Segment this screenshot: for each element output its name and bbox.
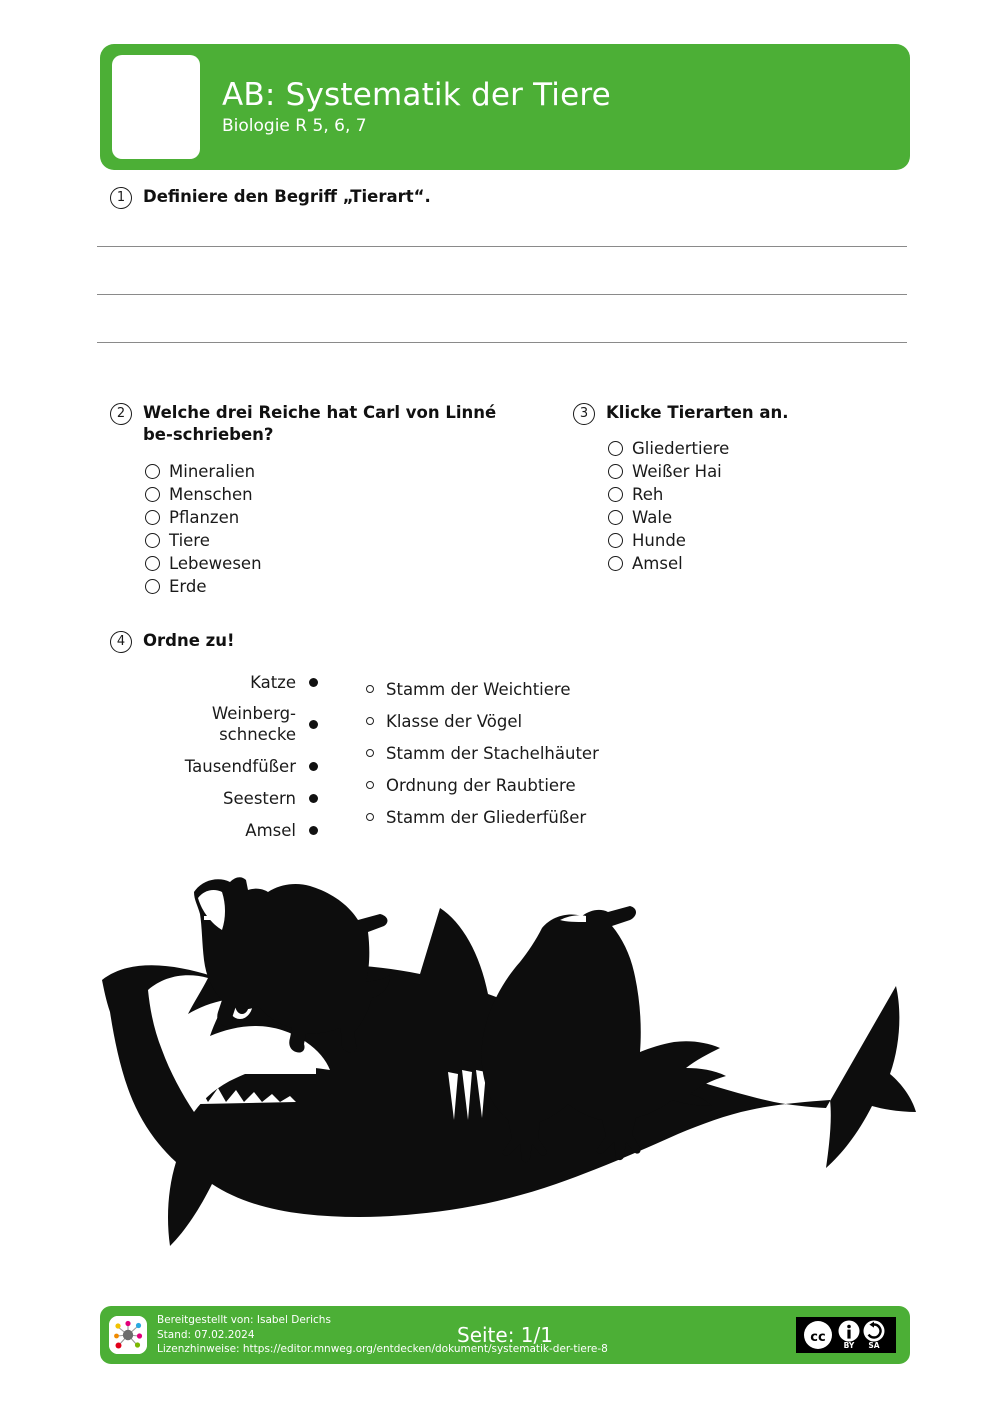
match-right-label: Stamm der Stachelhäuter [386, 743, 599, 763]
radio-icon[interactable] [145, 464, 160, 479]
matching-exercise [143, 664, 710, 846]
option-gliedertiere[interactable] [608, 437, 913, 460]
task-2-options [145, 460, 510, 598]
matching-left-column [143, 664, 318, 846]
task-4-title: Ordne zu! [143, 631, 235, 650]
option-erde[interactable] [145, 575, 510, 598]
match-left-label: Seestern [223, 788, 296, 808]
radio-icon[interactable] [145, 487, 160, 502]
answer-line-2[interactable] [97, 294, 907, 295]
option-pflanzen[interactable] [145, 506, 510, 529]
option-reh[interactable] [608, 483, 913, 506]
task-4-body [143, 630, 710, 846]
option-tiere[interactable] [145, 529, 510, 552]
match-right-label: Ordnung der Raubtiere [386, 775, 576, 795]
option-mineralien[interactable] [145, 460, 510, 483]
answer-line-1[interactable] [97, 246, 907, 247]
match-connector-dot-icon[interactable] [366, 717, 374, 725]
match-target-raubtiere[interactable] [366, 769, 599, 801]
match-left-label: Weinberg- schnecke [211, 704, 296, 745]
radio-icon[interactable] [608, 533, 623, 548]
cc-by-sa-license-icon[interactable] [796, 1317, 896, 1353]
option-lebewesen[interactable] [145, 552, 510, 575]
option-wale[interactable] [608, 506, 913, 529]
option-menschen[interactable] [145, 483, 510, 506]
match-item-seestern[interactable] [143, 782, 318, 814]
task-1-number: 1 [110, 187, 132, 209]
match-target-stachelhaeuter[interactable] [366, 737, 599, 769]
svg-text:SA: SA [868, 1341, 880, 1350]
radio-icon[interactable] [608, 487, 623, 502]
match-right-label: Stamm der Weichtiere [386, 679, 571, 699]
match-item-amsel[interactable] [143, 814, 318, 846]
task-3 [573, 402, 913, 575]
radio-icon[interactable] [608, 510, 623, 525]
mnweg-logo-icon [109, 1316, 147, 1354]
option-label: Erde [169, 576, 207, 596]
answer-lines [97, 246, 907, 343]
task-2-title: Welche drei Reiche hat Carl von Linné be-schrieben? [143, 403, 497, 445]
option-label: Lebewesen [169, 553, 262, 573]
match-connector-dot-icon[interactable] [366, 685, 374, 693]
option-hunde[interactable] [608, 529, 913, 552]
option-label: Mineralien [169, 461, 256, 481]
task-2 [110, 402, 510, 598]
match-target-gliederfuesser[interactable] [366, 801, 599, 833]
animal-silhouette-illustration [90, 862, 920, 1262]
match-item-tausendfuesser[interactable] [143, 750, 318, 782]
svg-text:cc: cc [810, 1330, 826, 1345]
match-left-label: Katze [250, 672, 296, 692]
task-1-title: Definiere den Begriff „Tierart“. [143, 187, 431, 206]
option-label: Tiere [169, 530, 210, 550]
match-connector-dot-icon[interactable] [366, 749, 374, 757]
footer-provided-by: Bereitgestellt von: Isabel Derichs [157, 1313, 331, 1326]
match-connector-dot-icon[interactable] [309, 720, 318, 729]
document-thumbnail-icon [112, 55, 200, 159]
page-title: AB: Systematik der Tiere [222, 76, 611, 113]
page-header [100, 44, 910, 170]
radio-icon[interactable] [608, 464, 623, 479]
match-connector-dot-icon[interactable] [366, 813, 374, 821]
option-label: Wale [632, 508, 673, 528]
task-3-title: Klicke Tierarten an. [606, 403, 789, 422]
match-connector-dot-icon[interactable] [309, 762, 318, 771]
radio-icon[interactable] [145, 533, 160, 548]
task-1 [110, 186, 910, 209]
match-item-katze[interactable] [143, 666, 318, 698]
match-right-label: Stamm der Gliederfüßer [386, 807, 587, 827]
option-label: Hunde [632, 531, 686, 551]
option-label: Reh [632, 485, 664, 505]
match-connector-dot-icon[interactable] [309, 678, 318, 687]
option-label: Pflanzen [169, 507, 240, 527]
match-target-voegel[interactable] [366, 705, 599, 737]
option-label: Weißer Hai [632, 462, 722, 482]
match-connector-dot-icon[interactable] [309, 826, 318, 835]
task-2-body [143, 402, 510, 598]
matching-right-column [366, 664, 599, 833]
task-1-body [143, 186, 910, 208]
radio-icon[interactable] [145, 579, 160, 594]
footer-credits [157, 1313, 608, 1358]
task-3-body [606, 402, 913, 575]
task-4-number: 4 [110, 631, 132, 653]
radio-icon[interactable] [608, 556, 623, 571]
option-amsel[interactable] [608, 552, 913, 575]
footer-license-note[interactable]: Lizenzhinweise: https://editor.mnweg.org/entdecken/dokument/systematik-der-tiere-8 [157, 1343, 608, 1356]
task-2-number: 2 [110, 403, 132, 425]
page-indicator: Seite: 1/1 [457, 1323, 553, 1347]
option-label: Amsel [632, 554, 683, 574]
match-item-weinbergschnecke[interactable] [143, 698, 318, 750]
radio-icon[interactable] [145, 556, 160, 571]
match-right-label: Klasse der Vögel [386, 711, 523, 731]
radio-icon[interactable] [145, 510, 160, 525]
match-left-label: Amsel [245, 820, 296, 840]
task-4 [110, 630, 710, 846]
match-connector-dot-icon[interactable] [309, 794, 318, 803]
match-connector-dot-icon[interactable] [366, 781, 374, 789]
task-3-number: 3 [573, 403, 595, 425]
page-subtitle: Biologie R 5, 6, 7 [222, 115, 367, 136]
option-label: Menschen [169, 484, 253, 504]
header-text-block [222, 78, 611, 136]
page-footer [100, 1306, 910, 1364]
svg-text:BY: BY [843, 1341, 855, 1350]
option-label: Gliedertiere [632, 439, 730, 459]
match-left-label: Tausendfüßer [184, 756, 296, 776]
radio-icon[interactable] [608, 441, 623, 456]
footer-date: Stand: 07.02.2024 [157, 1328, 255, 1341]
option-weisser-hai[interactable] [608, 460, 913, 483]
match-target-weichtiere[interactable] [366, 673, 599, 705]
task-3-options [608, 437, 913, 575]
answer-line-3[interactable] [97, 342, 907, 343]
